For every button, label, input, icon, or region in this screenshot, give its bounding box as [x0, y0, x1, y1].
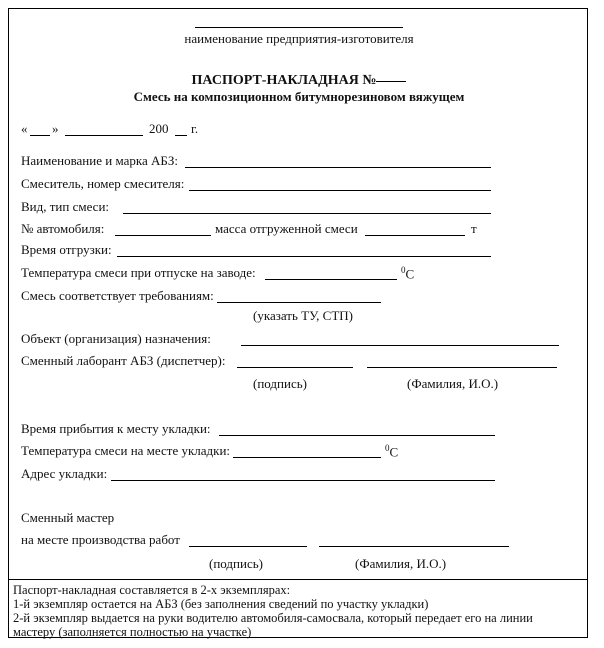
footer-line-3: 2-й экземпляр выдается на руки водителю автомобиля-самосвала, который передает его на линии — [13, 611, 533, 625]
date-month-line[interactable] — [65, 135, 143, 136]
site-celsius-sign: С — [389, 444, 399, 460]
footer-line-1: Паспорт-накладная составляется в 2-х экземплярах: — [13, 583, 291, 597]
shipment-time-line[interactable] — [117, 256, 491, 257]
foreman-name-line[interactable] — [319, 546, 509, 547]
enterprise-name-line[interactable] — [195, 27, 403, 28]
enterprise-caption: наименование предприятия-изготовителя — [184, 31, 414, 46]
date-day-line[interactable] — [30, 135, 50, 136]
form-title-text: ПАСПОРТ-НАКЛАДНАЯ № — [191, 73, 377, 88]
celsius-sign: С — [405, 266, 415, 282]
conforms-line[interactable] — [217, 302, 381, 303]
release-temp-unit — [401, 263, 414, 281]
shipped-mass-label: масса отгруженной смеси — [215, 221, 358, 236]
date-year: 200 — [149, 121, 169, 136]
conforms-label: Смесь соответствует требованиям: — [21, 288, 214, 303]
form-title — [9, 73, 589, 88]
shipped-mass-line[interactable] — [365, 235, 465, 236]
site-temp-unit — [385, 441, 398, 459]
footer-notes — [9, 579, 587, 637]
destination-line[interactable] — [241, 345, 559, 346]
conforms-hint: (указать ТУ, СТП) — [253, 308, 354, 323]
mass-unit: т — [471, 221, 477, 236]
vehicle-label: № автомобиля: — [21, 221, 105, 236]
release-temp-label: Температура смеси при отпуске на заводе: — [21, 265, 256, 280]
lab-tech-signature-line[interactable] — [237, 367, 353, 368]
foreman-signature-line[interactable] — [189, 546, 307, 547]
lab-tech-signature-hint: (подпись) — [253, 376, 307, 391]
release-temp-line[interactable] — [265, 279, 397, 280]
site-degree-sign: 0 — [385, 443, 390, 453]
mix-type-line[interactable] — [123, 213, 491, 214]
plant-name-label: Наименование и марка АБЗ: — [21, 153, 178, 168]
destination-label: Объект (организация) назначения: — [21, 331, 211, 346]
lab-tech-name-line[interactable] — [367, 367, 557, 368]
lab-tech-name-hint: (Фамилия, И.О.) — [407, 376, 499, 391]
arrival-time-line[interactable] — [219, 435, 495, 436]
date-close-quote: » — [52, 121, 59, 136]
site-temp-line[interactable] — [233, 457, 381, 458]
foreman-label-1: Сменный мастер — [21, 510, 115, 525]
mix-type-label: Вид, тип смеси: — [21, 199, 110, 214]
date-year-line[interactable] — [175, 135, 187, 136]
form-number-line[interactable] — [376, 81, 406, 82]
site-temp-label: Температура смеси на месте укладки: — [21, 443, 231, 458]
degree-sign: 0 — [401, 265, 406, 275]
plant-name-line[interactable] — [185, 167, 491, 168]
date-year-suffix: г. — [191, 121, 199, 136]
footer-line-2: 1-й экземпляр остается на АБЗ (без заполнения сведений по участку укладки) — [13, 597, 429, 611]
mixer-line[interactable] — [189, 190, 491, 191]
arrival-time-label: Время прибытия к месту укладки: — [21, 421, 211, 436]
date-open-quote: « — [21, 121, 28, 136]
mixer-label: Смеситель, номер смесителя: — [21, 176, 185, 191]
foreman-signature-hint: (подпись) — [209, 556, 263, 571]
foreman-label-2: на месте производства работ — [21, 532, 180, 547]
vehicle-line[interactable] — [115, 235, 211, 236]
shipment-time-label: Время отгрузки: — [21, 242, 112, 257]
lab-tech-label: Сменный лаборант АБЗ (диспетчер): — [21, 353, 226, 368]
site-address-line[interactable] — [111, 480, 495, 481]
passport-invoice-form — [8, 8, 588, 638]
footer-line-4: мастеру (заполняется полностью на участке) — [13, 625, 252, 639]
form-subtitle: Смесь на композиционном битумнорезиновом вяжущем — [133, 89, 465, 104]
site-address-label: Адрес укладки: — [21, 466, 108, 481]
foreman-name-hint: (Фамилия, И.О.) — [355, 556, 447, 571]
